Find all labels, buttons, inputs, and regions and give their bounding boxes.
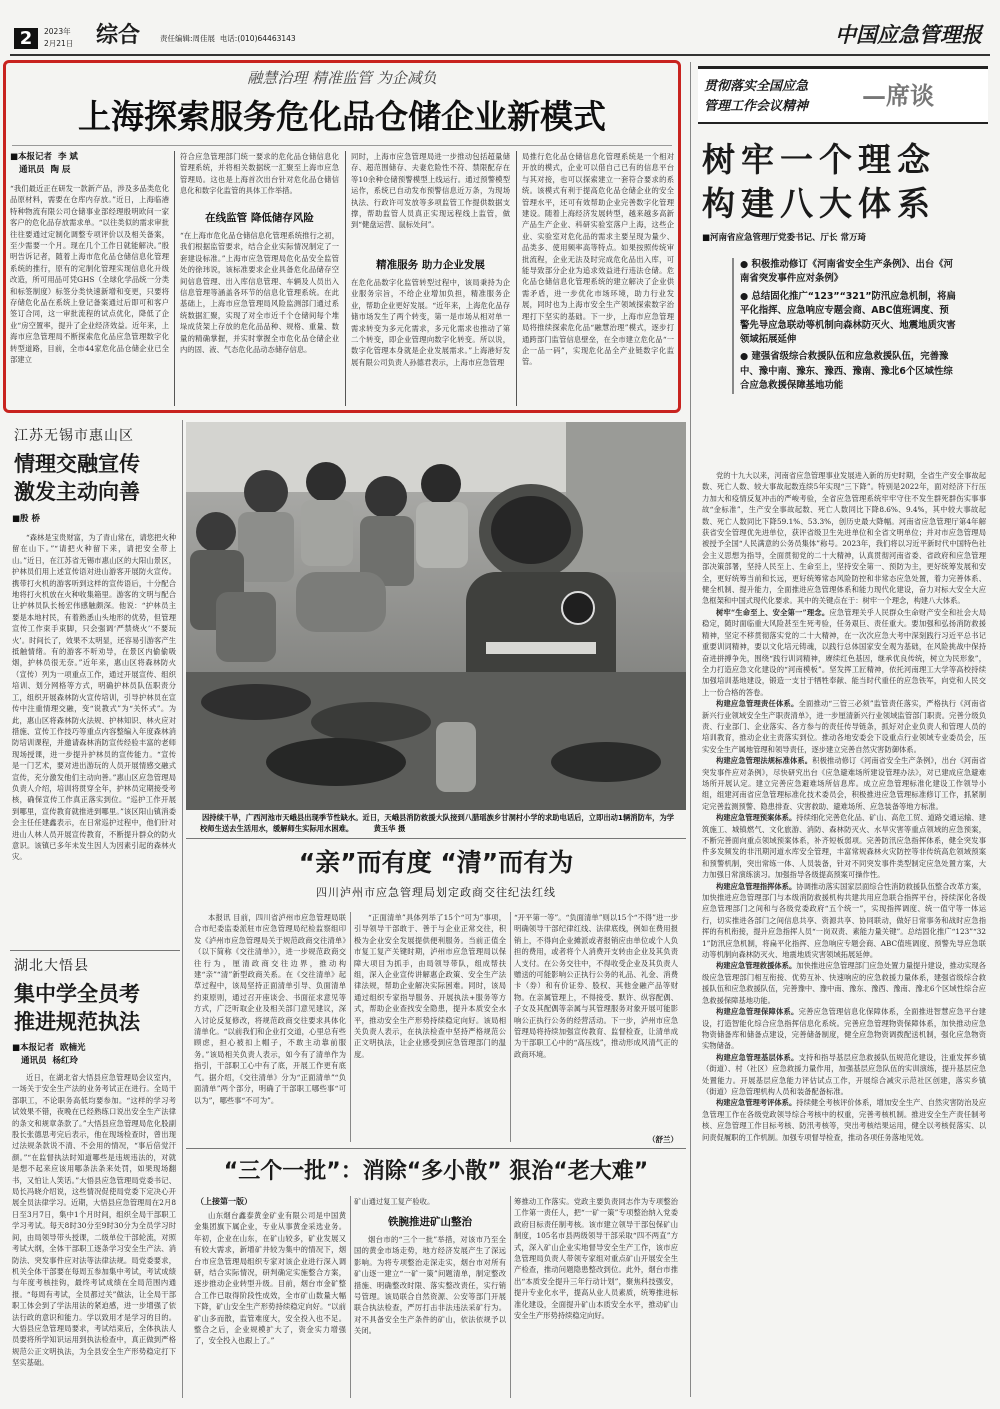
- correspondent-label: 通讯员: [19, 165, 45, 175]
- reporter-label: ■本报记者: [12, 1043, 55, 1053]
- page-number: 2: [14, 28, 38, 49]
- right-title-1: 树牢一个理念: [702, 140, 936, 179]
- subhead-precise: 精准服务 助力企业发展: [376, 259, 485, 271]
- lead-col-3b: 在危化品数字化监管转型过程中，该局秉持为企业服务宗旨，不给企业增加负担，精准服务企业，帮助企业更好发展。“近年来，上海危化品存储市场发生了两个转变，第一是市场从相对单一需求转变为多元化需求，多元化需求也推动了第二个转变，即企业管理向数字化转变。所以说，数字化管理本身就是企业发展需求。”上海港好发展有限公司负责人孙德君表示，上海市应急管理: [351, 278, 510, 367]
- system-heading: 构建应急管理预案体系。: [716, 813, 797, 823]
- right-banner: [698, 66, 988, 124]
- bullet-item: ● 总结固化推广“123”“321”防汛应急机制，将扁平化指挥、应急响应专题会商、ABC值班调度、预警先导应急联动等机制向森林防灭火、地震地质灾害领域拓展延伸: [740, 290, 956, 346]
- photo-illustration: [186, 422, 686, 810]
- banner-line-2: 管理工作会议精神: [704, 99, 809, 114]
- right-title-2: 构建八大体系: [702, 184, 936, 223]
- yantai-col-2a: 矿山通过复工复产验收。: [354, 1197, 435, 1206]
- lead-kicker: 融慧治理 精准监管 为企减负: [247, 69, 437, 87]
- reporter-label: ■本报记者: [10, 152, 53, 162]
- caption-text: 因持续干旱，广西河池市天峨县出现季节性缺水。近日，天峨县消防救援大队接到八腊瑶族乡甘洞村小学的求助电话后，立即出动1辆消防车，为学校师生送去生活用水，缓解师生实际用水困难。: [200, 813, 675, 833]
- lead-col-2b: “在上海市危化品仓储信息化管理系统推行之初，我们根据监管要求，结合企业实际情况制定了一套建设标准。”上海市应急管理局危化品安全监管处的徐玮说，该标准要求企业具备危化品储存空间信息管理、出入库信息管理、车辆及人员出入信息管理等涵盖各环节的信息化管理系统。在此基础上，上海市应急管理局风险监测部门通过系统数据汇聚，实现了对全市近千个仓储间每个堆垛成货架上存放的危化品品种、规格、重量、数量的精确掌握，并实时掌握全市危化品仓储企业内的固、液、气态危化品动态储存信息。: [180, 231, 339, 355]
- system-heading: 构建应急管理法规标准体系。: [716, 756, 813, 766]
- luzhou-col-2: “正面清单”具体列举了15个“可为”事项，引导领导干部敢于、善于与企业正常交往，积极为企业安全发展提供便利服务。当前正值全市复工复产关键时期，泸州市应急管理局以保障大项目为抓手，由局领导带队，组成帮扶组，深入企业宣传讲解惠企政策、安全生产法律法规，帮助企业解决实际困难。同时，该局通过组织专家指导服务、开展执法+服务等方式，帮助企业查找安全隐患，提升本质安全水平，推动安全生产形势持续稳定向好。该局相关负责人表示，在执法检查中坚持严格规范公正文明执法，让企业感受到应急管理部门的温度。: [354, 913, 506, 1059]
- right-body: [702, 470, 986, 1400]
- system-heading: 构建应急管理考评体系。: [716, 1098, 797, 1108]
- concept-body: 应急管理关乎人民群众生命财产安全和社会大局稳定，随时面临重大风险甚至生死考验，任务艰巨、责任重大。要加强和弘扬消防救援精神，坚定不移贯彻落实党的二十大精神，在一次次应急大考中深刻践行习近平总书记重要训词精神，要以文化培元铸魂，以践行总体国家安全观为基础，在风险挑战中保持奋进拼搏争先，围绕“践行训词精神，赓续红色基因，继承优良传统，树立为民形象”，全力打造应急文化建设的“河南模板”。坚发挥工匠精神，依托河南理工大学等高校持续加强培训基地建设，锻造一支甘于牺牲奉献、能当时代重任的应急铁军，向党和人民交上一份合格的答卷。: [702, 607, 986, 697]
- wuxi-title-2: 激发主动向善: [14, 480, 140, 504]
- luzhou-col-1: 本报讯 目前，四川省泸州市应急管理局联合市纪委监委派驻市应急管理局纪检监察组印发《泸州市应急管理局关于规范政商交往清单》（以下简称《交往清单》），进一步规范政商交往行为，厘清政商交往边界，推动构建“亲”“清”新型政商关系。在《交往清单》起草过程中，该局坚持正面清单引导、负面清单约束原则，通过召开座谈会、书面征求意见等方式，广泛听取企业及相关部门意见建议，深入讨论反复修改，将规范政商交往要求具体化清单化。“以前我们和企业打交道，心里总有些顾虑，担心被扣上帽子，不敢主动靠前服务。”该局相关负责人表示，如今有了清单作为指引，干部职工心中有了底，开展工作更有底气。据介绍，《交往清单》分为“正面清单”“负面清单”两个部分，明确了干部职工哪些事“可以为”，哪些事“不可为”。: [194, 913, 346, 1105]
- lead-col-2a: 符合应急管理部门统一要求的危化品仓储信息化管理系统，并将相关数据统一汇聚至上海市应急管理局。这也是上海首次出台针对危化品仓储信息化和数字化监管的具体工作举措。: [180, 152, 339, 196]
- yantai-col-2b: 烟台市的“三个一批”举措，对该市乃至全国的黄金市场走势，地方经济发展产生了深远影响。为将专项整治走深走实，烟台市对所有矿山逐一建立“一矿一策”问题清单，制定整改措施、明确整改时限、落实整改责任，实行销号管理。该局联合自然资源、公安等部门开展联合执法检查，严厉打击非法违法采矿行为。对不具备安全生产条件的矿山，依法依规予以关闭。: [354, 1235, 506, 1336]
- editor: 责任编辑:周佳展: [160, 34, 216, 43]
- system-heading: 构建应急管理基层体系。: [716, 1052, 799, 1062]
- wuxi-body: “森林是宝贵财富，为了青山常在，请您把火种留在山下。”“请把火种留下来，请把安全带上山。”近日，在江苏省无锡市惠山区的大阳山景区，护林员们用上述宣传语对进山游客开展防火宣传。携带打火机的游客听到这样的宣传语后，十分配合地将打火机放在火种收集箱里。游客的文明与配合让护林员队长杨宏伟感触颇深。他说：“护林员主要是本地村民，有着熟悉山头地形的优势，但管理宣传工作束手束脚，只会强调‘严禁烧火’‘不要玩火’。时间长了，效果不太明显，还容易引游客产生抵触情绪。有的游客不听劝导，在景区内偷偷吸烟，护林员很无奈。”近年来，惠山区将森林防火（宣传）列为一项重点工作，通过开展宣传、组织培训、划分网格等方式，明确护林员队伍职责分工，组织开展森林防火宣传培训，引导护林员在宣传中注重情理交融，变“说教式”为“关怀式”。为此，惠山区将森林防火法规、护林知识、林火应对措施、宣传工作技巧等重点内容整编入年度森林消防培训课程，并邀请森林消防宣传经验丰富的老师现场授课，进一步提升护林员的宣传能力。“宣传是一门艺术，要对进出游玩的人员开展情感交融式宣传，充分激发他们主动向善。”惠山区应急管理局负责人介绍，培训将贯穿全年，护林员定期接受考核，确保宣传工作真正落实到位。“巡护工作开展到哪里，宣传教育就推进到哪里。”该区阳山镇消委会主任任建鑫表示，在日常巡护过程中，他们针对进山人林人员开展宣传教育，不断提升群众的防火意识。该镇已多年未发生因人为因素引起的森林火灾。: [12, 533, 176, 862]
- yantai-col-1: 山东烟台鑫泰黄金矿业有限公司是中国黄金集团旗下属企业，专业从事黄金采选业务。年初，企业在山东，在矿山较多，矿业发展又有较大需求，新增矿井较为集中的情况下，烟台市应急管理局组织专家对该企业进行深入调研，结合实际情况，研判确定实施整合方案，逐步推动企业转型升级。目前，烟台市金矿整合工作已取得阶段性成效，全市矿山数量大幅下降，矿山安全生产形势持续稳定向好。“以前矿山多而散，监管难度大，安全投入也不足。整合之后，企业规模扩大了，资金实力增强了，安全投入也跟上了。”: [194, 1211, 346, 1346]
- reporter-name: 欧楠光: [59, 1043, 86, 1053]
- banner-tag: —席谈: [862, 81, 934, 110]
- yantai-dateline: （上接第一版）: [196, 1197, 252, 1206]
- bullet-item: ● 建强省级综合救援队伍和应急救援队伍，完善豫中、豫中南、豫东、豫西、豫南、豫北6个区域性综合应急救援保障基地功能: [740, 351, 953, 392]
- issue-day: 2月21日: [44, 39, 74, 48]
- luzhou-author: （舒兰）: [648, 1135, 678, 1144]
- reporter-name: 李 斌: [57, 152, 78, 162]
- system-body: 持续健全考核评价体系，增加安全生产、自然灾害防治及应急管理工作在各级党政领导综合考核中的权重，完善考核机制。推进安全生产责任制考核、应急管理工作目标考核、防汛考核等，突出考核结果运用，健全以考核促落实、以问责促履职的工作机制。加强专项督导检查，推动各项任务落地见效。: [702, 1098, 986, 1142]
- dawu-body: 近日，在湖北省大悟县应急管理局会议室内，一场关于安全生产法的业务考试正在进行。全局干部职工，不论职务高低均要参加。“这样的学习考试效果不错，夜晚在已经熟练口说出安全生产法律的条文和规章条款了。”大悟县应急管理局危化股副股长张德思考完后表示，他在现场检查时，曾出现过法规条款说不清、不会用的情况，“事后倍觉汗颜。”“在监督执法时知道哪些是违规违法的，对就是想不起来应该用哪条法条来处罚，如果现场翻书，又怕让人笑话。”大悟县应急管理局党委书记、局长冯晓介绍说，这些情况促使局党委下定决心开展全员法律学习。近期，大悟县应急管理局在2月8日至3月7日，集中1个月时间，组织全局干部职工学习考试。每天8时30分至9时30分为全员学习时间，由局领导带头授课，二级单位干部轮流，对照考试大纲，全体干部职工逐条学习安全生产法、消防法、突发事件应对法等法律法规。局党委要求，机关全体干部要在每周五参加集中考试，考试成绩与年度考核挂钩，最终考试成绩在全局范围内通报。“每周有考试，全员都过关”做法，让全局干部职工体会到了学法用法的紧迫感，进一步增强了依法行政的意识和能力。学以致用才是学习的目的。大悟县应急管理局要求，考试结束后，全体执法人员要将所学知识运用到执法检查中，真正做到严格规范公正文明执法，为全县安全生产形势稳定打下坚实基础。: [12, 1073, 176, 1368]
- yantai-title: “三个一批”：消除“多小散” 狠治“老大难”: [223, 1159, 649, 1184]
- luzhou-col-3: “开平第一等”。“负面清单”则以15个“不得”进一步明确领导干部纪律红线、法律底线，例如在费用报销上，不得向企业摊派或者报销应由单位或个人负担的费用，或者将个人消费开支转由企业及其负责人支付。在公务交往中，不得收受企业及其负责人赠送的可能影响公正执行公务的礼品、礼金、消费卡（券）和有价证券、股权、其他金融产品等财物。在亲属管理上，不得接受、默许、纵容配偶、子女及其配偶等亲属与其管理服务对象开展可能影响公正执行公务的经营活动。下一步，泸州市应急管理局将持续加强宣传教育、监督检查，让清单成为干部职工心中的“高压线”，推动形成风清气正的政商环境。: [514, 913, 678, 1059]
- system-heading: 构建应急管理责任体系。: [716, 699, 799, 709]
- bullet-item: ● 积极推动修订《河南省安全生产条例》、出台《河南省突发事件应对条例》: [740, 259, 954, 285]
- subhead-online: 在线监管 降低储存风险: [205, 212, 314, 224]
- lead-col-3a: 同时，上海市应急管理局进一步推动包括超量储存、超范围储存、夫妻危险性不符、禁限配存在等10余种仓储预警模型上线运行。通过预警模型运作，系统已自动发布预警信息近万条，为现场执法、行政许可发放等多项监管工作提供数据支撑，帮助监管人员真正实现远程线上监管，做到“健盘运营、鼠标处问”。: [351, 152, 510, 230]
- yantai-subhead: 铁腕推进矿山整治: [388, 1216, 472, 1228]
- phone: 电话:(010)64463143: [219, 34, 296, 43]
- wuxi-title-1: 情理交融宣传: [14, 452, 140, 476]
- photo-credit: 黄玉华 摄: [373, 824, 406, 833]
- system-body: 积极推动修订《河南省安全生产条例》，出台《河南省突发事件应对条例》，尽快研究出台《应急避难场所建设管理办法》，对已建成应急避难场所开展认定。建立完善应急避难场所信息库。成立应急管理标准化建设工作领导小组，组建河南省应急管理标准化技术委员会，积极推进应急管理标准修订工作，抓紧制定完善监测预警、隐患排查、灾害救助、避难场所、应急装备等地方标准。: [702, 756, 986, 811]
- system-body: 完善应急管理信息化保障体系，全面推进智慧应急平台建设，打造智能化综合应急指挥信息化系统。完善应急管理物资保障体系，加快推动应急物资储备库和储备点建设，完善储备制度，健全应急物资调拨配送机制，强化应急物资实物储备。: [702, 1007, 986, 1051]
- system-body: 加快推进应急管理部门应急处置力量提升建设，推动实现各级应急管理部门相互衔接、优势互补、快速响应的应急救援力量体系，建强省级综合救援队伍和应急救援队伍，完善豫中、豫中南、豫东、豫西、豫南、豫北6个区域性综合应急救援保障基地功能。: [702, 961, 986, 1005]
- photo-caption: [200, 812, 680, 834]
- lead-byline: [10, 151, 170, 177]
- editor-info: [160, 33, 296, 45]
- system-body: 协调推动落实国家层面综合性消防救援队伍整合改革方案，加快推进应急管理部门与本级消防救援机构共建共用应急联合指挥平台，持续深化各级应急管理部门之间和与各级党委政府“五个统一”，实现指挥调度、统一值守等一体运行，切实推进各部门之间信息共享、资源共享、协同联动，做好日常事务和战时应急指挥的有机衔接，提升应急指挥人员“一岗双责、素能力量关键”。总结固化推广“123”“321”防汛应急机制，将扁平化指挥、应急响应专题会商、ABC值班调度、预警先导应急联动等机制向森林防灭火、地震地质灾害领域拓展延伸。: [702, 881, 986, 960]
- banner-line-1: 贯彻落实全国应急: [704, 79, 809, 94]
- issue-year: 2023年: [44, 27, 71, 36]
- lead-col-1: “我们最近正在研发一款新产品，涉及多品类危化品原材料，需要在仓库内存放。”近日，上海临港特种物流有限公司仓储事业部经理殷明欧问一家客户的危化品存放需求单。“以往类似的需求审批往往要通过定制化调整专项评价以及相关备案，至少需要一个月。现在几个工作日就能解决。”殷明告诉记者，随着上海市危化品仓储信息化管理系统的推行，原有的定制化管理实现信息化升级改造，所可用品可凭GHS（全球化学品统一分类和标签制度）标签分类快速新增和变更，只要将存储危化品在系统上登记备案通过后即可和客户签订合同，这一审批流程的试点优化，降低了企业“房空置率，提升了企业经济效益。近年来，上海市应急管理局不断探索危化品应急管理数字化转型道路，目前，全市44家危化品仓储企业已全部建立: [10, 184, 169, 365]
- news-photo: [186, 422, 686, 810]
- lead-col-3: [351, 151, 510, 409]
- luzhou-subtitle: 四川泸州市应急管理局划定政商交往纪法红线: [316, 886, 556, 899]
- system-body: 持续细化完善危化品、矿山、高危工贸、道路交通运输、建筑施工、城镇燃气、文化旅游、消防、森林防灭火、水旱灾害等重点领域的应急预案，不断完善面向重点领域预案体系，补齐短板弱项。完善防汛应急指挥体系，健全突发事件多发频发的非汛期河道水库安全管理，丰富常规森林火灾防控等非传统高危领域预案和预警机制，突出常练一体、人员装备，针对不同突发事件类型制定应急处置方案，大力加强日常演练演习。加强指导各级提高预案可操作性。: [702, 813, 986, 880]
- dawu-byline: [12, 1042, 177, 1068]
- concept-heading: 树牢“生命至上、安全第一”理念。: [716, 607, 830, 617]
- dawu-location: 湖北大悟县: [14, 958, 89, 974]
- correspondent-name: 陶 辰: [50, 165, 71, 175]
- right-byline: ■河南省应急管理厅党委书记、厅长 常万琦: [702, 233, 866, 243]
- lead-title: 上海探索服务危化品仓储企业新模式: [78, 97, 606, 136]
- masthead-logo: 中国应急管理报: [835, 22, 982, 47]
- system-heading: 构建应急管理指挥体系。: [716, 881, 797, 891]
- correspondent-name: 杨红玲: [52, 1056, 78, 1066]
- wuxi-byline: ■殷 桥: [12, 514, 40, 524]
- yantai-col-2: [354, 1196, 506, 1400]
- dawu-title-2: 推进规范执法: [14, 1010, 140, 1034]
- lead-col-2: [180, 151, 339, 409]
- system-heading: 构建应急管理保障体系。: [716, 1007, 799, 1017]
- yantai-col-3: 筹推动工作落实。党政主要负责同志作为专项整治工作第一责任人，把“一矿一策”专项整治纳入党委政府目标责任制考核。该市建立领导干部包保矿山制度，105名市县两级领导干部采取“四不两直”方式，深入矿山企业实地督导安全生产工作，该市应急管理局负责人带领专家组对重点矿山开展安全生产检查，推动问题隐患整改到位。此外，烟台市推出“本质安全提升三年行动计划”，聚焦科技强安，提升专业化水平，提高从业人员素质，统筹推进标准化建设，全面提升矿山本质安全水平，推动矿山安全生产形势持续稳定向好。: [514, 1197, 678, 1321]
- lead-col-4: 局推行危化品仓储信息化管理系统是一个相对开放的模式，企业可以借自己已有的信息平台与其对接，也可以探索建立一套符合要求的系统。该模式有利于提高危化品仓储企业的安全管理水平，还可有效帮助企业完善数字化管理建设。随着上海经济发展转型，越来越多高新产品生产企业、科研实验室落户上海，这些企业、实验室对危化品的需求主要呈现为量少、品类多、使用频率高等特点。如果按照传统审批流程，企业无法及时完成危化品出入库，可能导致部分企业为追求效益进行违法仓储。危化品仓储信息化管理系统的建立解决了企业供需矛盾，进一步优化市场环境，助力行业发展，同时也为上海市安全生产领域探索数字治理打下坚实的基础。下一步，上海市应急管理局将推续探索危化品“融慧治理”模式，逐步打通跨部门监管信息壁垒，在全市建立危化品“一企一品一码”，实现危化品全产业链数字化监管。: [522, 152, 674, 367]
- dawu-title-1: 集中学全员考: [14, 982, 140, 1006]
- system-body: 支持和指导基层应急救援队伍规范化建设，注重发挥乡镇（街道）、村（社区）应急救援力量作用，加强基层应急队伍的实训演练，提升基层应急处置能力。开展基层应急能力评估试点工作，开展综合减灾示范社区创建，落实乡镇（街道）应急管理机构人员和装备配备标准。: [702, 1052, 986, 1096]
- wuxi-location: 江苏无锡市惠山区: [14, 428, 134, 444]
- system-heading: 构建应急管理救援体系。: [716, 961, 797, 971]
- right-bullets: [732, 258, 958, 394]
- lead-article: [3, 60, 681, 413]
- correspondent-label: 通讯员: [21, 1056, 47, 1066]
- system-body: 全面推动“三管三必须”监管责任落实，严格执行《河南省新兴行业领域安全生产职责清单》，进一步厘清新兴行业领域监管部门职责。完善分级负责、行业部门、企业落实、各方参与的责任传导链条，抓好对企业负责人和管理人员的培训教育，推动企业主责落实到位。推动各地安委会下设重点行业领域专业委员会，压实安全生产属地管理和领导责任，逐步建立完善自然灾害防御体系。: [702, 699, 986, 754]
- issue-date: [44, 26, 86, 52]
- luzhou-title: “亲”而有度 “清”而有为: [298, 848, 574, 877]
- right-intro: 党的十九大以来，河南省应急管理事业发展进入新的历史时期，全省生产安全事故起数、死亡人数、较大事故起数连续5年实现“三下降”。特别是2022年，面对经济下行压力加大和疫情反复冲击的严峻考验，全省应急管理系统牢牢守住不发生群死群伤实事事故“金标准”，生产安全事故起数、死亡人数同比下降8.6%、9.4%，其中较大事故起数、死亡人数同比下降59.1%、53.3%，创历史最大降幅。河南省应急管理厅第4年解获省安全管理优先进单位，获评省级卫生先进单位和全省文明单位；并对市应急管理局被授予全国“人民满意的公务员集体”称号。2023年，我们将以习近平新时代中国特色社会主义思想为指导，全面贯彻党的二十大精神，认真贯彻河南省委、省政府和应急管理部决策部署，坚持人民至上、生命至上，坚持安全第一、预防为主，更好统筹发展和安全，更好统筹当前和长远，更好统筹常态风险防控和非常态应急处置，着力完善体系、健全机制、提升能力，全面推进应急管理体系和能力现代化建设，奋力对标大安全大应急框架和中国式现代化要求。其中的关键点在于：树牢一个理念，构建八大体系。: [702, 471, 986, 606]
- section-name: 综合: [96, 22, 141, 48]
